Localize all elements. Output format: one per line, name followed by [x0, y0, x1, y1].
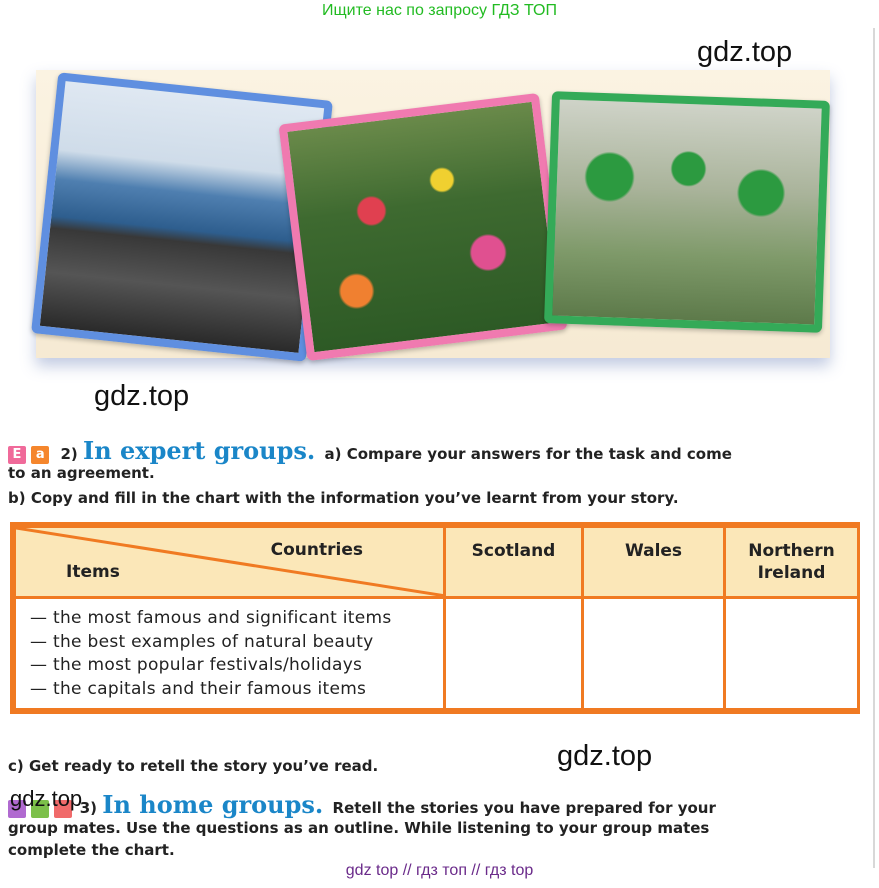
footer-watermark: gdz top // гдз топ // гдз top — [345, 862, 534, 879]
corner-label-countries: Countries — [270, 540, 363, 560]
chart-corner-cell — [15, 527, 445, 598]
column-header-label: Wales — [624, 541, 683, 561]
page-edge-divider — [873, 28, 875, 868]
chart-items-cell — [15, 598, 445, 710]
column-header-label — [726, 528, 857, 584]
task-badge-icon: E — [8, 446, 26, 464]
task2-part-a-continued: to an agreement. — [8, 464, 155, 482]
chart-empty-cell-scotland — [445, 598, 583, 710]
task3-number: 3) — [79, 799, 97, 817]
column-header-scotland — [445, 527, 583, 598]
watermark-1: gdz.top — [697, 36, 793, 68]
chart-item: — the capitals and their famous items — [30, 678, 367, 699]
photo-giants-causeway — [31, 72, 333, 361]
countries-chart — [10, 522, 860, 714]
task2-heading-line — [8, 436, 732, 465]
photo-flower-garden — [278, 93, 567, 361]
column-header-wales — [583, 527, 725, 598]
task3-text-1: Retell the stories you have prepared for your — [332, 799, 716, 817]
task2-part-a: a) Compare your answers for the task and come — [324, 445, 732, 463]
header-line: Ireland — [757, 563, 826, 583]
task2-title: In expert groups. — [83, 436, 316, 465]
task3-title: In home groups. — [102, 790, 324, 819]
task2-part-b: b) Copy and fill in the chart with the information you’ve learnt from your story. — [8, 489, 679, 507]
watermark-4: gdz.top — [10, 786, 83, 811]
header-line: Northern — [748, 541, 835, 561]
corner-label-items: Items — [66, 562, 120, 582]
chart-item: — the most famous and significant items — [30, 608, 392, 628]
chart-item: — the most popular festivals/holidays — [30, 655, 363, 675]
chart-item: — the best examples of natural beauty — [30, 631, 374, 652]
task3-text-3: complete the chart. — [8, 841, 175, 859]
task2-number: 2) — [60, 445, 78, 463]
top-promo-note: Ищите нас по запросу ГДЗ ТОП — [322, 2, 557, 19]
chart-empty-cell-northern-ireland — [725, 598, 859, 710]
part-c-instruction: c) Get ready to retell the story you’ve read. — [8, 757, 379, 775]
task3-heading-line — [8, 790, 716, 819]
task3-text-2: group mates. Use the questions as an outline. While listening to your group mates — [8, 819, 710, 837]
chart-table — [13, 525, 860, 711]
photo-st-patricks-celebration — [544, 91, 830, 333]
watermark-2: gdz.top — [94, 380, 190, 412]
watermark-3: gdz.top — [557, 740, 653, 772]
column-header-northern-ireland — [725, 527, 859, 598]
chart-empty-cell-wales — [583, 598, 725, 710]
task-badge-icon: a — [31, 446, 49, 464]
column-header-label: Scotland — [471, 541, 556, 561]
